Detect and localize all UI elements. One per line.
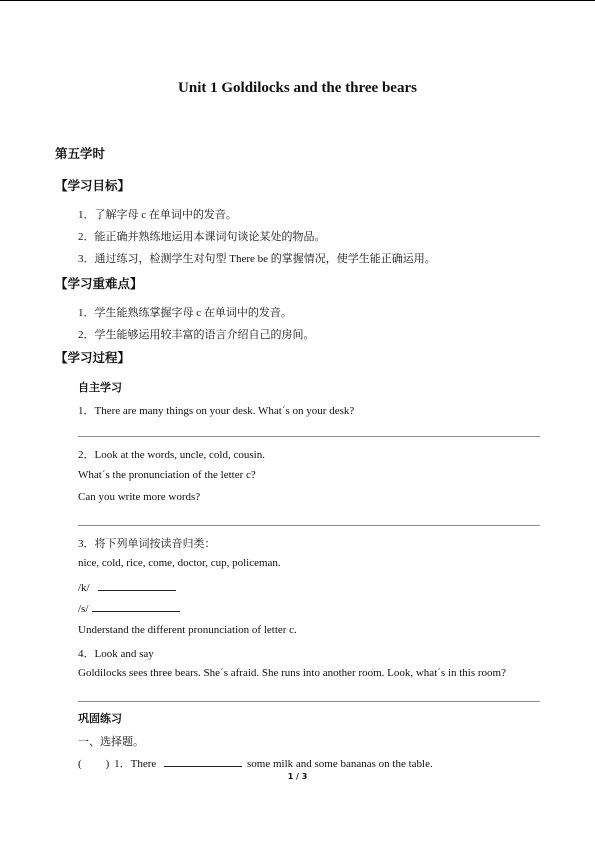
keypoints-heading: 【学习重难点】 bbox=[55, 276, 143, 291]
sound-k-label: /k/ bbox=[78, 582, 90, 594]
sound-s-row bbox=[78, 601, 180, 615]
keypoint-item-1: 1．学生能熟练掌握字母 c 在单词中的发音。 bbox=[78, 307, 292, 319]
practice-q1-blank[interactable] bbox=[164, 756, 242, 767]
keypoint-item-2: 2．学生能够运用较丰富的语言介绍自己的房间。 bbox=[78, 329, 315, 341]
answer-line-2 bbox=[78, 525, 540, 526]
question-2-line-2: What´s the pronunciation of the letter c? bbox=[78, 469, 256, 481]
practice-question-1 bbox=[78, 755, 433, 771]
question-3-line-1: 3．将下列单词按读音归类： bbox=[78, 538, 216, 550]
top-border bbox=[0, 0, 595, 1]
goal-item-1: 1．了解字母 c 在单词中的发音。 bbox=[78, 209, 237, 221]
goal-item-3: 3．通过练习，检测学生对句型 There be 的掌握情况，使学生能正确运用。 bbox=[78, 253, 436, 265]
question-4-line-2: Goldilocks sees three bears. She´s afraid. She runs into another room. Look, what´s in this room? bbox=[78, 667, 506, 679]
practice-q1-number: 1．There bbox=[114, 758, 157, 770]
document-title: Unit 1 Goldilocks and the three bears bbox=[178, 80, 417, 96]
answer-paren-close: ) bbox=[105, 758, 110, 770]
practice-heading: 巩固练习 bbox=[78, 712, 122, 725]
answer-paren-open: ( bbox=[78, 758, 82, 770]
lesson-label: 第五学时 bbox=[55, 146, 106, 161]
sound-s-label: /s/ bbox=[78, 603, 89, 615]
answer-line-3 bbox=[78, 701, 540, 702]
question-3-word-list: nice, cold, rice, come, doctor, cup, policeman. bbox=[78, 557, 281, 569]
sound-s-blank[interactable] bbox=[92, 601, 180, 612]
practice-q1-rest: some milk and some bananas on the table. bbox=[247, 758, 433, 770]
goals-heading: 【学习目标】 bbox=[55, 178, 131, 193]
self-study-label: 自主学习 bbox=[78, 381, 122, 394]
page-number: 1 / 3 bbox=[287, 772, 308, 781]
sound-k-row bbox=[78, 580, 176, 594]
question-4-line-1: 4．Look and say bbox=[78, 648, 154, 660]
sound-k-blank[interactable] bbox=[98, 580, 176, 591]
answer-line-1 bbox=[78, 436, 540, 437]
practice-part-1: 一、选择题。 bbox=[78, 736, 144, 748]
question-3-note: Understand the different pronunciation of letter c. bbox=[78, 624, 297, 636]
question-2-line-1: 2．Look at the words, uncle, cold, cousin. bbox=[78, 449, 265, 461]
question-2-line-3: Can you write more words? bbox=[78, 491, 201, 503]
process-heading: 【学习过程】 bbox=[55, 350, 131, 365]
question-1: 1．There are many things on your desk. What´s on your desk? bbox=[78, 405, 355, 417]
goal-item-2: 2．能正确并熟练地运用本课词句谈论某处的物品。 bbox=[78, 231, 326, 243]
